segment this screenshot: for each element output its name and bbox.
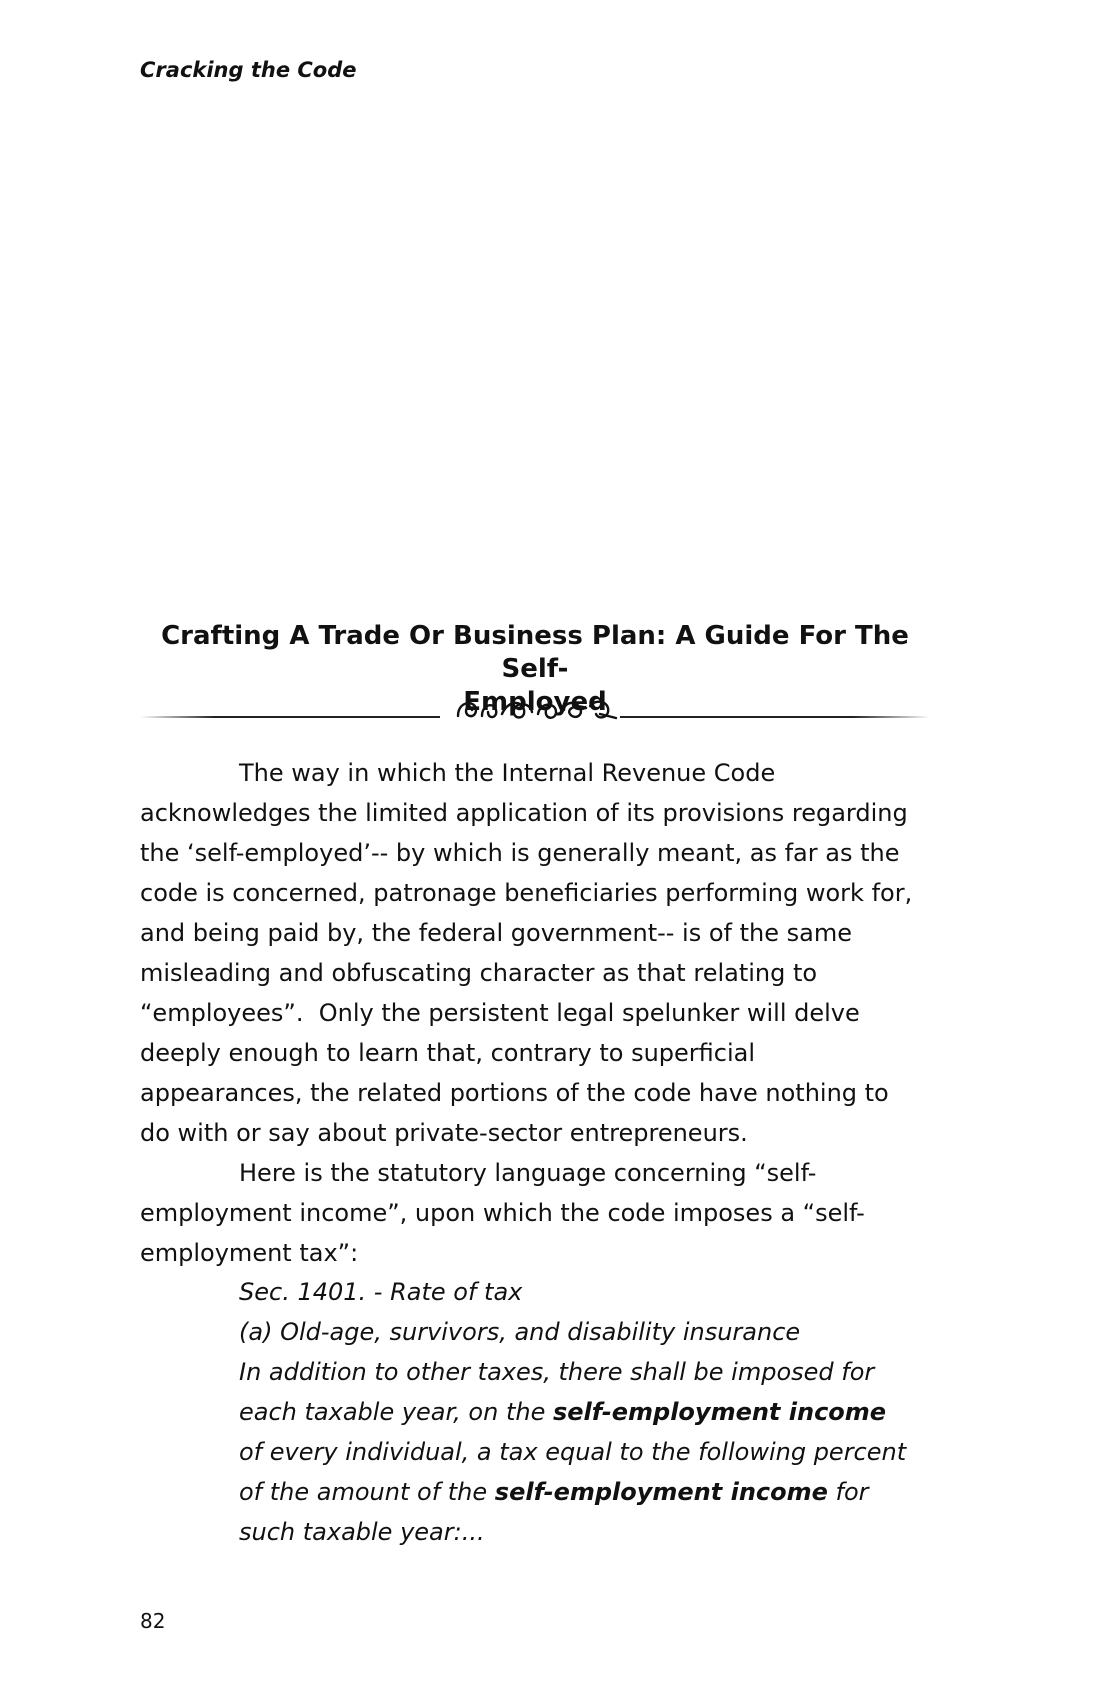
quote-line: (a) Old-age, survivors, and disability insurance (239, 1318, 801, 1346)
chapter-title-line-1: Crafting A Trade Or Business Plan: A Guide For The Self- (161, 621, 909, 684)
body-line: misleading and obfuscating character as that relating to (140, 959, 818, 987)
body-line: deeply enough to learn that, contrary to superficial (140, 1039, 756, 1067)
quote-line: In addition to other taxes, there shall be imposed for (239, 1358, 875, 1386)
quote-emphasis: self-employment income (552, 1398, 887, 1426)
quote-line: of every individual, a tax equal to the following percent (239, 1438, 907, 1466)
fleuron-ornament-icon (452, 694, 622, 731)
paragraph-1 (140, 753, 930, 1153)
quote-text: for (827, 1478, 869, 1506)
body-line: “employees”. Only the persistent legal spelunker will delve (140, 999, 860, 1027)
quote-line (239, 1392, 939, 1432)
fleuron-ornament-svg (452, 694, 622, 724)
ornamental-divider (140, 686, 930, 726)
statute-block-quote (239, 1272, 939, 1552)
page-number: 82 (140, 1609, 166, 1633)
body-line: employment income”, upon which the code imposes a “self- (140, 1199, 865, 1227)
quote-emphasis: self-employment income (494, 1478, 828, 1506)
divider-line-left (140, 716, 440, 718)
body-line: do with or say about private-sector entrepreneurs. (140, 1119, 748, 1147)
chapter-title-line-2: Employed (463, 687, 607, 717)
body-line: acknowledges the limited application of its provisions regarding (140, 799, 908, 827)
body-line: Here is the statutory language concerning “self- (239, 1159, 817, 1187)
quote-line (239, 1472, 939, 1512)
body-line: appearances, the related portions of the code have nothing to (140, 1079, 889, 1107)
body-line: The way in which the Internal Revenue Code (239, 759, 776, 787)
body-line: and being paid by, the federal government-- is of the same (140, 919, 852, 947)
divider-line-right (620, 716, 930, 718)
running-head: Cracking the Code (140, 58, 357, 82)
body-line: the ‘self-employed’-- by which is generally meant, as far as the (140, 839, 900, 867)
quote-text: each taxable year, on the (239, 1398, 553, 1426)
quote-text: of the amount of the (239, 1478, 495, 1506)
body-text (140, 753, 930, 1273)
body-line: employment tax”: (140, 1239, 359, 1267)
quote-line: Sec. 1401. - Rate of tax (239, 1278, 523, 1306)
paragraph-2 (140, 1153, 930, 1273)
quote-line: such taxable year:... (239, 1518, 485, 1546)
body-line: code is concerned, patronage beneficiaries performing work for, (140, 879, 913, 907)
